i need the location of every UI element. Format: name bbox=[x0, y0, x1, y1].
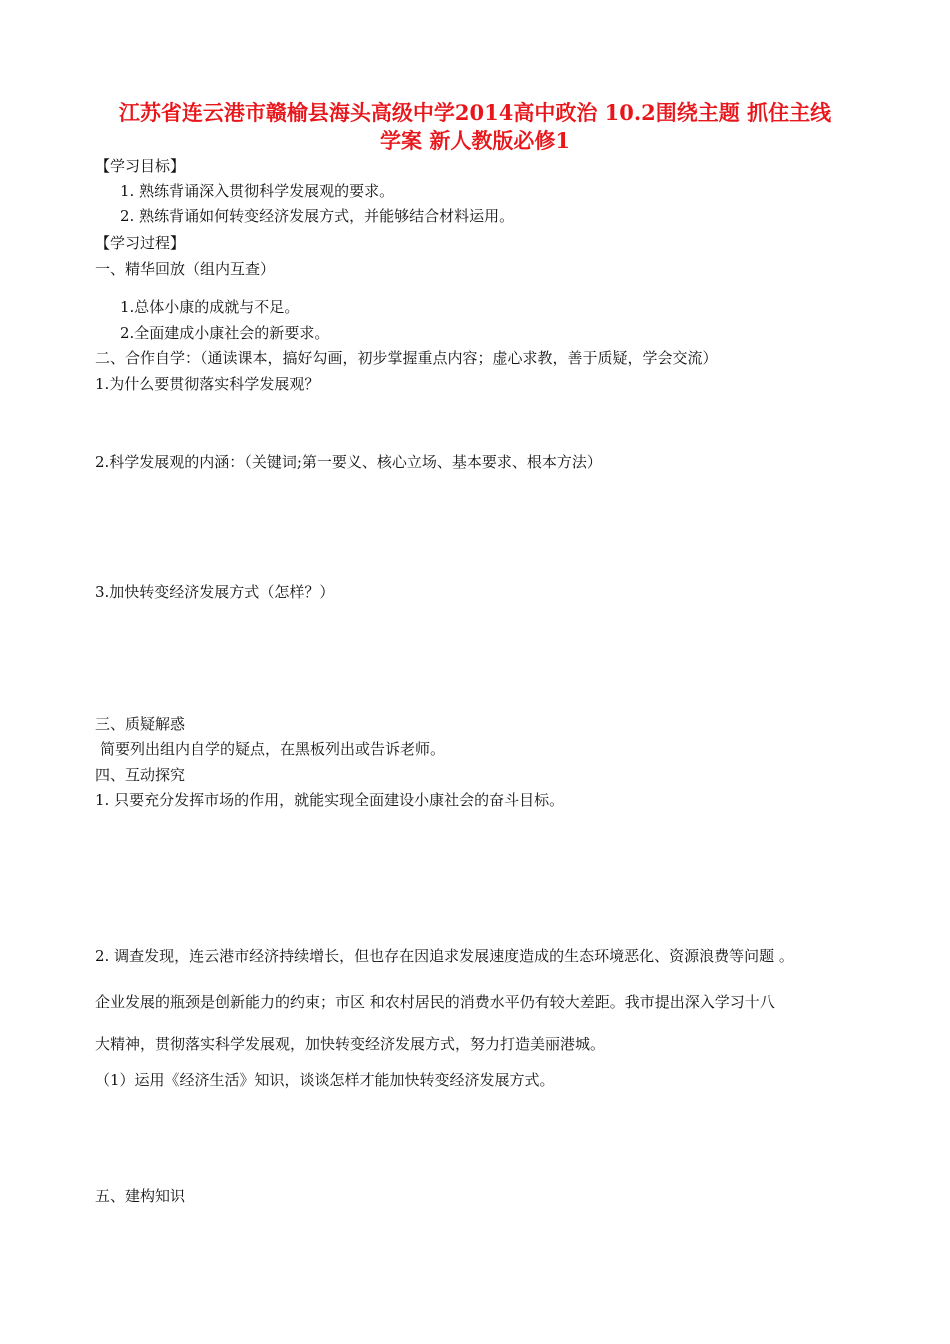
process-heading: 【学习过程】 bbox=[95, 234, 186, 252]
part2-question-1: 1.为什么要贯彻落实科学发展观？ bbox=[95, 375, 320, 393]
part2-heading: 二、合作自学：（通读课本，搞好勾画，初步掌握重点内容；虚心求教，善于质疑，学会交流） bbox=[95, 349, 718, 367]
goals-heading: 【学习目标】 bbox=[95, 157, 186, 175]
goal-item-2: 2. 熟练背诵如何转变经济发展方式，并能够结合材料运用。 bbox=[120, 207, 515, 225]
part4-question-1: 1. 只要充分发挥市场的作用，就能实现全面建设小康社会的奋斗目标。 bbox=[95, 791, 565, 809]
part4-question-2-line-1: 2. 调查发现，连云港市经济持续增长，但也存在因追求发展速度造成的生态环境恶化、资源浪费等问题 。 bbox=[95, 947, 794, 965]
part2-question-3: 3.加快转变经济发展方式（怎样？） bbox=[95, 583, 335, 601]
goal-item-1: 1. 熟练背诵深入贯彻科学发展观的要求。 bbox=[120, 182, 395, 200]
document-title-line-2: 学案 新人教版必修1 bbox=[380, 128, 570, 153]
part4-question-2-line-3: 大精神，贯彻落实科学发展观，加快转变经济发展方式，努力打造美丽港城。 bbox=[95, 1035, 606, 1053]
part4-question-2-line-2: 企业发展的瓶颈是创新能力的约束；市区 和农村居民的消费水平仍有较大差距。我市提出深入学习十八 bbox=[95, 993, 775, 1011]
part1-item-1: 1.总体小康的成就与不足。 bbox=[120, 298, 300, 316]
part5-heading: 五、建构知识 bbox=[95, 1187, 186, 1205]
part3-heading: 三、质疑解惑 bbox=[95, 715, 186, 733]
part1-heading: 一、精华回放（组内互查） bbox=[95, 260, 276, 278]
part1-item-2: 2.全面建成小康社会的新要求。 bbox=[120, 324, 330, 342]
part2-question-2: 2.科学发展观的内涵：（关键词;第一要义、核心立场、基本要求、根本方法） bbox=[95, 453, 602, 471]
part4-question-2-subquestion-1: （1）运用《经济生活》知识，谈谈怎样才能加快转变经济发展方式。 bbox=[95, 1071, 555, 1089]
part4-heading: 四、互动探究 bbox=[95, 766, 186, 784]
document-title-line-1: 江苏省连云港市赣榆县海头高级中学2014高中政治 10.2围绕主题 抓住主线 bbox=[118, 100, 832, 125]
part3-text: 简要列出组内自学的疑点，在黑板列出或告诉老师。 bbox=[100, 740, 446, 758]
